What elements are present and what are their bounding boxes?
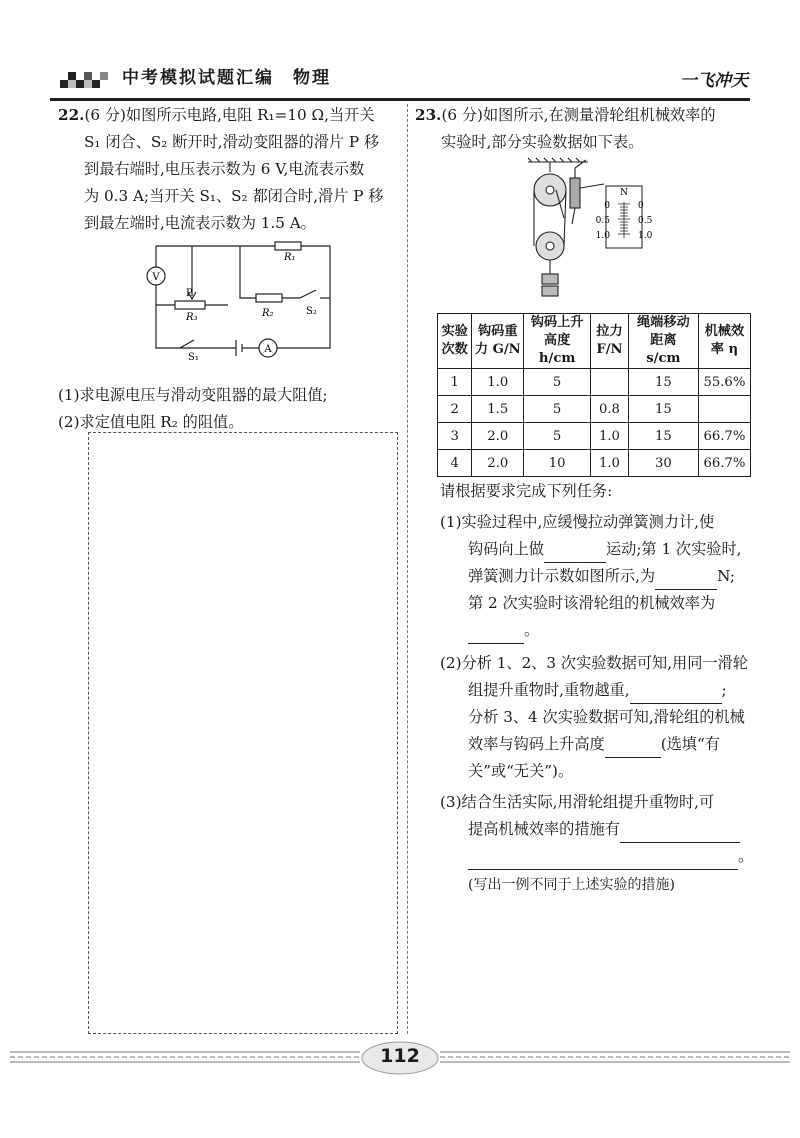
question-number: 23. [415,106,442,124]
pulley-apparatus-diagram [520,158,670,306]
checkerboard-logo-icon [60,66,108,94]
question-number: 22. [58,106,85,124]
table-cell: 15 [628,423,698,450]
page-number: 112 [380,1045,420,1067]
table-cell: 66.7% [698,450,750,477]
book-title: 中考模拟试题汇编 物理 [122,68,331,88]
task1-text: 。 [524,621,540,639]
q23-line: 实验时,部分实验数据如下表。 [441,133,644,151]
q22-line: 为 0.3 A;当开关 S₁、S₂ 都闭合时,滑片 P 移 [84,187,384,205]
circuit-diagram [140,236,340,366]
task3-line: (3)结合生活实际,用滑轮组提升重物时,可 [440,793,715,811]
table-cell: 30 [628,450,698,477]
table-header-row [438,314,751,369]
table-cell: 4 [438,450,472,477]
table-cell: 55.6% [698,369,750,396]
table-cell: 2.0 [472,450,524,477]
answer-blank[interactable] [620,822,740,843]
scale-tick-label: 0.5 [638,216,653,226]
page-header [50,58,750,98]
scale-tick-label: 0 [638,201,644,211]
table-cell: 10 [524,450,591,477]
table-cell: 15 [628,396,698,423]
table-cell [698,396,750,423]
r2-label: R₂ [262,308,274,319]
task1-text: 弹簧测力计示数如图所示,为 [468,567,656,585]
table-cell: 1.0 [591,423,629,450]
scale-tick-label: 1.0 [638,231,653,241]
table-row [438,396,751,423]
table-cell: 3 [438,423,472,450]
task1-text: N; [717,567,735,585]
task2-line: 分析 3、4 次实验数据可知,滑轮组的机械 [468,708,745,726]
task3-text: 。 [738,847,754,865]
voltmeter-label: V [152,272,160,283]
task-intro: 请根据要求完成下列任务: [440,482,613,500]
task2-text: ; [721,681,727,699]
q22-subquestions [58,382,398,436]
brand-logo-text: 一飞冲天 [680,71,748,91]
q22-line: 到最左端时,电流表示数为 1.5 A。 [84,214,316,232]
table-header-cell: 实验次数 [438,314,472,369]
table-cell: 2.0 [472,423,524,450]
answer-blank[interactable] [605,737,661,758]
task2-line: 关”或“无关”)。 [468,762,574,780]
table-cell: 66.7% [698,423,750,450]
task2-text: (选填“有 [660,735,720,753]
s2-label: S₂ [306,306,317,317]
table-cell: 0.8 [591,396,629,423]
task1-text: 钩码向上做 [468,540,544,558]
task3-text: 提高机械效率的措施有 [468,820,620,838]
q22-line: 到最右端时,电压表示数为 6 V,电流表示数 [84,160,365,178]
table-cell [591,369,629,396]
table-cell: 1 [438,369,472,396]
task1-text: 运动;第 1 次实验时, [605,540,742,558]
table-cell: 5 [524,369,591,396]
answer-blank[interactable] [468,623,524,644]
header-rule [50,98,750,101]
table-cell: 5 [524,423,591,450]
table-cell: 1.0 [591,450,629,477]
answer-blank[interactable] [630,683,722,704]
ammeter-label: A [264,344,272,355]
q23-tasks [440,478,755,899]
table-header-cell: 绳端移动距离 s/cm [628,314,698,369]
table-cell: 1.5 [472,396,524,423]
task2-text: 组提升重物时,重物越重, [468,681,630,699]
answer-blank[interactable] [655,569,717,590]
task2-line: (2)分析 1、2、3 次实验数据可知,用同一滑轮 [440,654,748,672]
r3-label: R₃ [186,312,198,323]
answer-blank[interactable] [468,849,738,870]
table-row [438,369,751,396]
task1-line: (1)实验过程中,应缓慢拉动弹簧测力计,使 [440,513,715,531]
table-header-cell: 拉力 F/N [591,314,629,369]
q22-sub2: (2)求定值电阻 R₂ 的阻值。 [58,413,244,431]
r1-label: R₁ [284,252,296,263]
q22-line: (6 分)如图所示电路,电阻 R₁=10 Ω,当开关 [84,106,375,124]
scale-tick-label: 0 [604,201,610,211]
q23-line: (6 分)如图所示,在测量滑轮组机械效率的 [441,106,716,124]
answer-blank[interactable] [544,542,606,563]
question-23 [415,102,755,156]
scale-tick-label: 0.5 [595,216,610,226]
scale-unit-label: N [620,188,628,198]
task1-line: 第 2 次实验时该滑轮组的机械效率为 [468,594,716,612]
task2-text: 效率与钩码上升高度 [468,735,605,753]
scale-tick-label: 1.0 [595,231,610,241]
q22-line: S₁ 闭合、S₂ 断开时,滑动变阻器的滑片 P 移 [84,133,380,151]
table-cell: 15 [628,369,698,396]
answer-area[interactable] [88,432,398,1034]
table-header-cell: 机械效率 η [698,314,750,369]
table-header-cell: 钩码上升高度 h/cm [524,314,591,369]
table-header-cell: 钩码重力 G/N [472,314,524,369]
task3-note: (写出一例不同于上述实验的措施) [468,877,675,893]
experiment-data-table [437,313,751,477]
slider-label: P [186,288,193,299]
q22-sub1: (1)求电源电压与滑动变阻器的最大阻值; [58,386,328,404]
question-22 [58,102,398,237]
table-row [438,450,751,477]
table-row [438,423,751,450]
column-divider [407,104,408,1034]
table-cell: 1.0 [472,369,524,396]
s1-label: S₁ [188,352,199,363]
table-cell: 5 [524,396,591,423]
table-cell: 2 [438,396,472,423]
